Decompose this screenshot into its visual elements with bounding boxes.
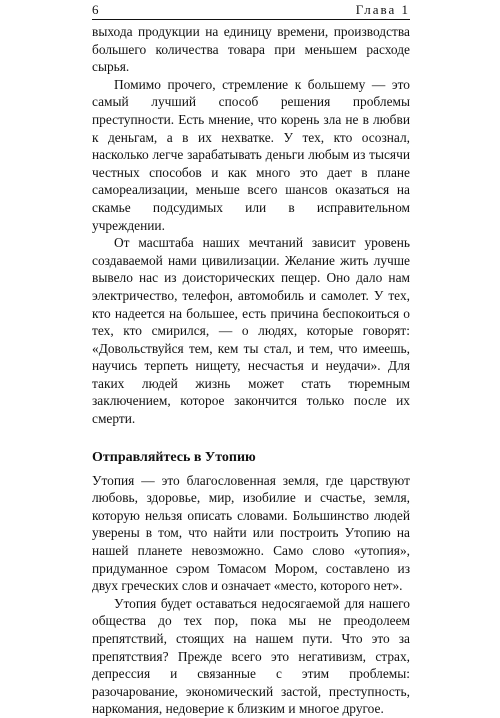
running-header [92, 2, 410, 18]
header-rule [92, 19, 410, 20]
paragraph: Утопия — это благословенная земля, где царствуют любовь, здоровье, мир, изобилие и счастье, земля, которую нельзя описать словами. Большинство людей уверены в том, что найти или построить Утопию на нашей планете невозможно. Само слово «утопия», придуманное сэром Томасом Мором, составлено из двух греческих слов и означает «место, которого нет». [92, 472, 410, 594]
paragraph-continued: выхода продукции на единицу времени, производства большего количества товара при меньшем расходе сырья. [92, 24, 410, 75]
section-heading: Отправляйтесь в Утопию [92, 449, 256, 465]
paragraph: Утопия будет оставаться недосягаемой для нашего общества до тех пор, пока мы не преодолеем препятствий, стоящих на нашем пути. Что это за препятствия? Прежде всего это негативизм, страх, депрессия и связанные с этим проблемы: разочарование, экономический застой, преступность, наркомания, недоверие к близким и многое другое. [92, 595, 410, 717]
page-number: 6 [92, 2, 99, 17]
paragraph: От масштаба наших мечтаний зависит уровень создаваемой нами цивилизации. Желание жить лучше вывело нас из доисторических пещер. Оно дало нам электричество, телефон, автомобиль и самолет. У тех, кто надеется на большее, есть причина беспокоиться о тех, кто смирился, — о людях, которые говорят: «Довольствуйся тем, кем ты стал, и тем, что имеешь, научись терпеть нищету, несчастья и неудачи». Для таких людей жизнь может стать тюремным заключением, которое закончится только после их смерти. [92, 235, 410, 427]
page-body [92, 23, 410, 718]
paragraph: Помимо прочего, стремление к большему — это самый лучший способ решения проблемы преступности. Есть мнение, что корень зла не в любви к деньгам, а в их нехватке. У тех, кто осознал, насколько легче зарабатывать деньги любым из тысячи честных способов и как много это дает в плане самореализации, меньше всего шансов оказаться на скамье подсудимых или в исправительном учреждении. [92, 76, 410, 233]
chapter-label: Глава 1 [355, 2, 410, 17]
